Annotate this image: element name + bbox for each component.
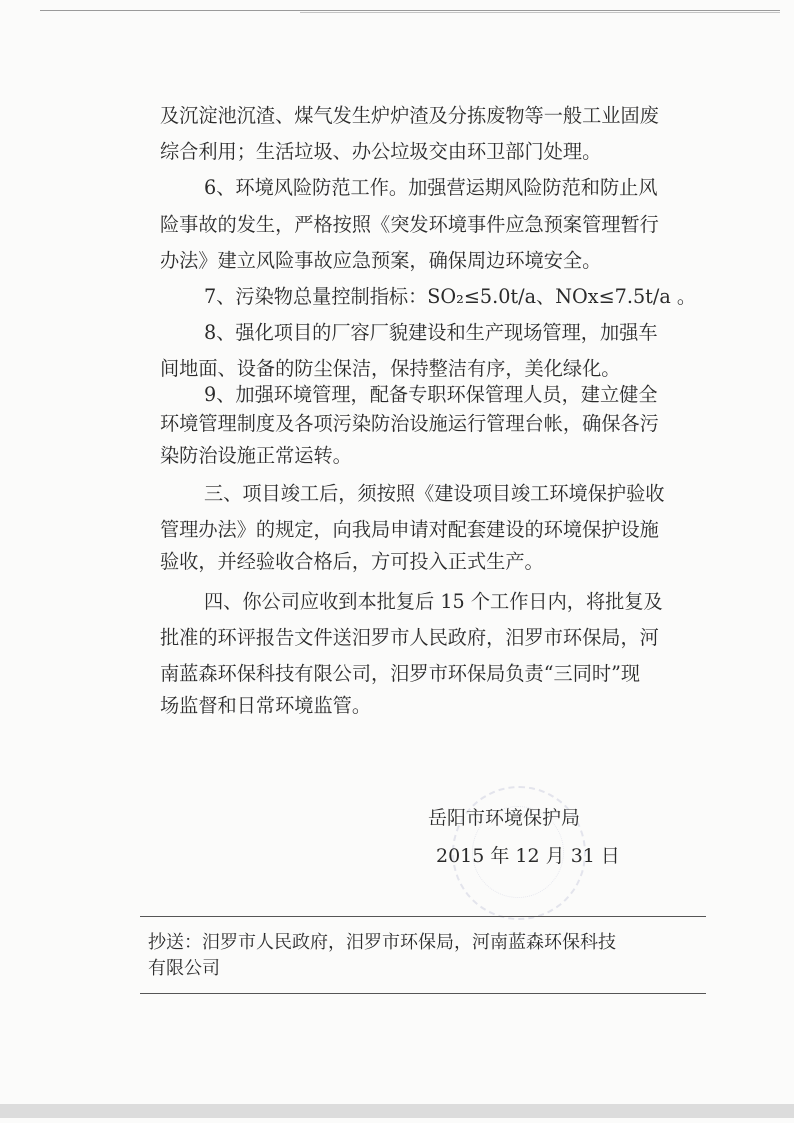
cc-top-rule <box>140 916 706 917</box>
body-paragraph-start: 7、污染物总量控制指标：SO₂≤5.0t/a、NOx≤7.5t/a 。 <box>204 285 697 308</box>
cc-recipients-line: 抄送：汨罗市人民政府，汨罗市环保局，河南蓝森环保科技 <box>148 932 616 953</box>
body-line: 染防治设施正常运转。 <box>160 444 352 467</box>
cc-bottom-rule <box>140 993 706 994</box>
body-paragraph-start: 6、环境风险防范工作。加强营运期风险防范和防止风 <box>204 176 658 199</box>
body-line: 南蓝森环保科技有限公司，汨罗市环保局负责“三同时”现 <box>160 662 641 685</box>
cc-recipients-line: 有限公司 <box>148 958 220 979</box>
body-line: 综合利用；生活垃圾、办公垃圾交由环卫部门处理。 <box>160 140 602 163</box>
body-line: 验收，并经验收合格后，方可投入正式生产。 <box>160 550 544 573</box>
body-line: 场监督和日常环境监管。 <box>160 694 372 717</box>
body-line: 及沉淀池沉渣、煤气发生炉炉渣及分拣废物等一般工业固废 <box>160 104 659 127</box>
body-line: 办法》建立风险事故应急预案，确保周边环境安全。 <box>160 249 602 272</box>
body-line: 间地面、设备的防尘保洁，保持整洁有序，美化绿化。 <box>160 357 621 380</box>
body-paragraph-start: 8、强化项目的厂容厂貌建设和生产现场管理，加强车 <box>204 321 658 344</box>
body-paragraph-start: 9、加强环境管理，配备专职环保管理人员，建立健全 <box>204 383 658 406</box>
scan-bottom-band <box>0 1104 794 1118</box>
top-border-line <box>40 10 780 11</box>
body-line: 管理办法》的规定，向我局申请对配套建设的环境保护设施 <box>160 518 659 541</box>
body-line: 环境管理制度及各项污染防治设施运行管理台帐，确保各污 <box>160 412 659 435</box>
body-paragraph-start: 三、项目竣工后，须按照《建设项目竣工环境保护验收 <box>204 482 665 505</box>
top-border-line-secondary <box>300 12 780 13</box>
body-line: 险事故的发生，严格按照《突发环境事件应急预案管理暂行 <box>160 213 659 236</box>
body-line: 批准的环评报告文件送汨罗市人民政府，汨罗市环保局，河 <box>160 626 659 649</box>
body-paragraph-start: 四、你公司应收到本批复后 15 个工作日内，将批复及 <box>204 590 663 613</box>
issuing-organization: 岳阳市环境保护局 <box>428 807 581 829</box>
issue-date: 2015 年 12 月 31 日 <box>436 845 620 867</box>
